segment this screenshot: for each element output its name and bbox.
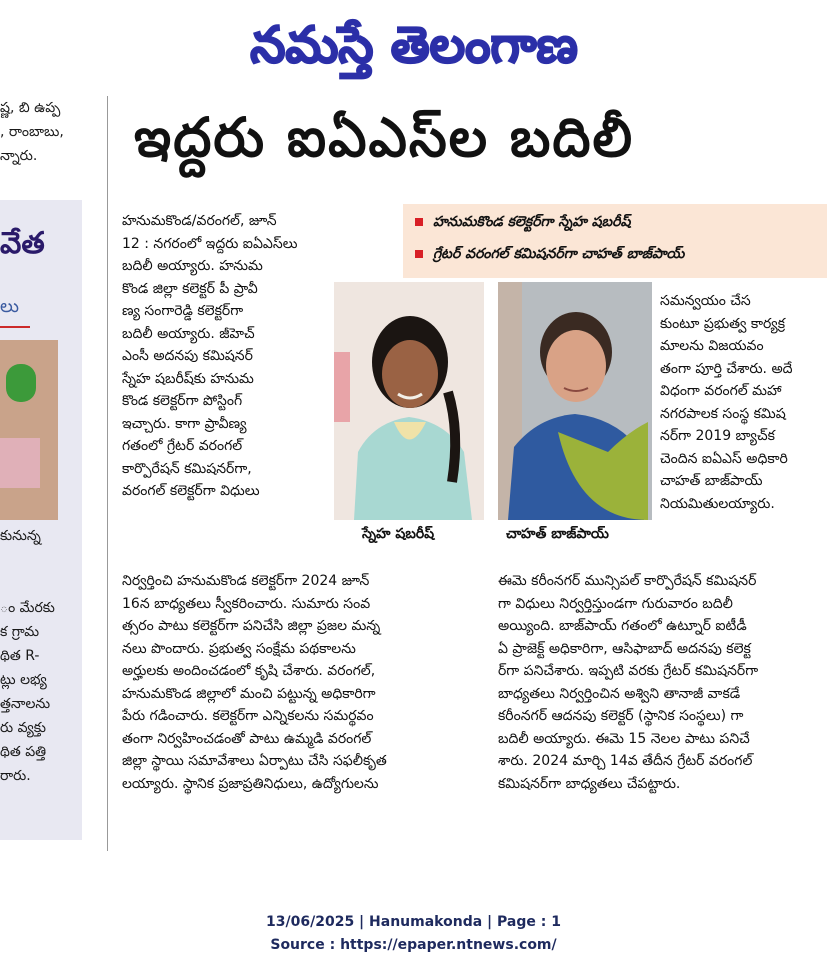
text-line: నర్‌గా 2019 బ్యాచ్‌క — [660, 428, 775, 444]
highlight-item — [415, 246, 684, 265]
text-line: ఎంసీ అదనపు కమిషనర్ — [122, 348, 253, 364]
text-line: విధంగా వరంగల్ మహా — [660, 383, 782, 399]
article-headline: ఇద్దరు ఐఏఎస్‌ల బదిలీ — [134, 106, 635, 169]
highlight-text: గ్రేటర్ వరంగల్ కమిషనర్‌గా చాహత్ బాజ్‌పాయ్ — [433, 246, 685, 262]
highlight-text: హనుమకొండ కలెక్టర్‌గా స్నేహ షబరీష్ — [433, 214, 631, 230]
text-line: కుంటూ ప్రభుత్వ కార్యక్ర — [660, 315, 786, 332]
text-line: నలు పొందారు. ప్రభుత్వ సంక్షేమ పథకాలను — [122, 640, 356, 657]
left-body-line: రు వ్యక్తు — [0, 720, 46, 736]
left-body-line: రారు. — [0, 768, 31, 784]
photo-object — [6, 364, 36, 402]
text-line: తంగా పూర్తి చేశారు. అదే — [660, 360, 793, 377]
left-column-top — [0, 96, 100, 168]
text-line: కార్పొరేషన్ కమిషనర్‌గా, — [122, 460, 252, 477]
masthead — [0, 0, 827, 90]
text-line: బదిలీ అయ్యారు. ఈమె 15 నెలల పాటు పనిచే — [498, 730, 750, 747]
photo-sneha-shabarish — [334, 282, 484, 520]
masthead-title: నమస్తే తెలంగాణ — [250, 16, 578, 74]
text-line: చాహత్ బాజ్‌పాయ్ — [660, 473, 763, 489]
text-line: చెందిన ఐఏఎస్ అధికారి — [660, 450, 788, 467]
left-body-line: ం మేరకు — [0, 600, 55, 616]
left-box-body — [0, 596, 82, 788]
text-line: మాలను విజయవం — [660, 338, 764, 354]
text-line: కొండ కలెక్టర్‌గా పోస్టింగ్ — [122, 393, 243, 409]
portrait-illustration — [498, 282, 652, 520]
photo-caption: చాహత్ బాజ్‌పాయ్ — [506, 526, 609, 542]
photo-object — [0, 438, 40, 488]
left-story-box — [0, 200, 82, 840]
text-line: వరంగల్ కలెక్టర్‌గా విధులు — [122, 483, 260, 499]
left-box-subheading: లు — [0, 296, 19, 317]
article-column-3 — [660, 290, 827, 515]
masthead-logo — [0, 0, 827, 90]
text-line: బదిలీ అయ్యారు. జీహెచ్ — [122, 325, 255, 342]
left-body-line: థిత పత్తి — [0, 744, 47, 760]
photo-caption: స్నేహ షబరీష్ — [362, 526, 435, 542]
text-line: ఈమె కరీంనగర్ మున్సిపల్ కార్పొరేషన్ కమిషనర్ — [498, 573, 757, 589]
bullet-square-icon — [415, 250, 423, 258]
text-line: ర్‌గా పనిచేశారు. ఇప్పటి వరకు గ్రేటర్ కమిషనర్‌గా — [498, 663, 759, 679]
bullet-square-icon — [415, 218, 423, 226]
text-line: గతంలో గ్రేటర్ వరంగల్ — [122, 438, 243, 454]
footer-source: Source : https://epaper.ntnews.com/ — [270, 937, 557, 953]
text-line: అయ్యింది. బాజ్‌పాయ్ గతంలో ఉట్నూర్ ఐటీడీ — [498, 618, 747, 634]
left-top-line: , రాంబాబు, — [0, 124, 64, 140]
text-line: కొండ జిల్లా కలెక్టర్ పీ ప్రావీ — [122, 280, 258, 297]
text-line: నగరపాలక సంస్థ కమిష — [660, 405, 786, 422]
text-line: ఏ ప్రాజెక్ట్ అధికారిగా, ఆసిఫాబాద్ అదనపు కలెక్ట — [498, 640, 751, 657]
text-line: కమిషనర్‌గా బాధ్యతలు చేపట్టారు. — [498, 775, 681, 792]
article-column-2-bottom — [498, 570, 827, 795]
text-line: సమన్వయం చేస — [660, 293, 751, 309]
text-line: బదిలీ అయ్యారు. హనుమ — [122, 258, 263, 274]
text-line: నిర్వర్తించి హనుమకొండ కలెక్టర్‌గా 2024 జూన్ — [122, 573, 370, 589]
text-line: హనుమకొండ జిల్లాలో మంచి పట్టున్న అధికారిగా — [122, 685, 376, 702]
text-line: 12 : నగరంలో ఇద్దరు ఐఏఎస్‌లు — [122, 235, 298, 252]
left-body-line: క గ్రామ — [0, 624, 40, 640]
left-box-photo-caption: కునున్న — [0, 528, 41, 544]
highlights-box — [403, 204, 827, 278]
text-line: త్సరం పాటు కలెక్టర్‌గా పనిచేసి జిల్లా ప్రజల మన్న — [122, 618, 381, 634]
left-body-line: త్తనాలను — [0, 696, 51, 712]
left-top-line: న్నారు. — [0, 148, 38, 164]
left-body-line: థిత R- — [0, 648, 40, 664]
highlight-item — [415, 214, 630, 233]
left-box-rule — [0, 326, 30, 328]
text-line: లయ్యారు. స్థానిక ప్రజాప్రతినిధులు, ఉద్యోగులను — [122, 775, 379, 792]
left-box-heading: వేత — [0, 226, 45, 261]
text-line: పేరు గడించారు. కలెక్టర్‌గా ఎన్నికలను సమర్థవం — [122, 708, 374, 724]
text-line: గా విధులు నిర్వర్తిస్తుండగా గురువారం బదిలీ — [498, 595, 733, 612]
footer-date-edition: 13/06/2025 | Hanumakonda | Page : 1 — [266, 914, 561, 930]
text-line: జిల్లా స్థాయి సమావేశాలు ఏర్పాటు చేసి సఫలీకృత — [122, 753, 387, 769]
text-line: నియమితులయ్యారు. — [660, 495, 775, 512]
photo-chahat-bajpai — [498, 282, 652, 520]
text-line: ణ్య సంగారెడ్డి కలెక్టర్‌గా — [122, 303, 244, 319]
left-top-line: ష్ణ, బి ఉప్ప — [0, 100, 61, 116]
text-line: ఇచ్చారు. కాగా ప్రావీణ్య — [122, 415, 247, 432]
left-box-photo — [0, 340, 58, 520]
text-line: స్నేహ షబరీష్‌కు హనుమ — [122, 370, 254, 387]
text-line: బాధ్యతలు నిర్వర్తించిన అశ్విని తానాజీ వాకడే — [498, 685, 741, 702]
article-column-1 — [122, 210, 322, 503]
text-line: కరీంనగర్ ఆదనపు కలెక్టర్ (స్థానిక సంస్థలు) గా — [498, 708, 744, 724]
portrait-illustration — [334, 282, 484, 520]
column-divider — [107, 96, 108, 851]
left-body-line: ట్లు లభ్య — [0, 672, 47, 688]
text-line: హనుమకొండ/వరంగల్, జూన్ — [122, 213, 277, 229]
text-line: 16న బాధ్యతలు స్వీకరించారు. సుమారు సంవ — [122, 595, 371, 612]
text-line: తంగా నిర్వహించడంతో పాటు ఉమ్మడి వరంగల్ — [122, 730, 372, 747]
article-column-1-bottom — [122, 570, 484, 795]
text-line: శారు. 2024 మార్చి 14వ తేదీన గ్రేటర్ వరంగల్ — [498, 753, 753, 769]
text-line: అర్హులకు అందించడంలో కృషి చేశారు. వరంగల్, — [122, 663, 376, 679]
